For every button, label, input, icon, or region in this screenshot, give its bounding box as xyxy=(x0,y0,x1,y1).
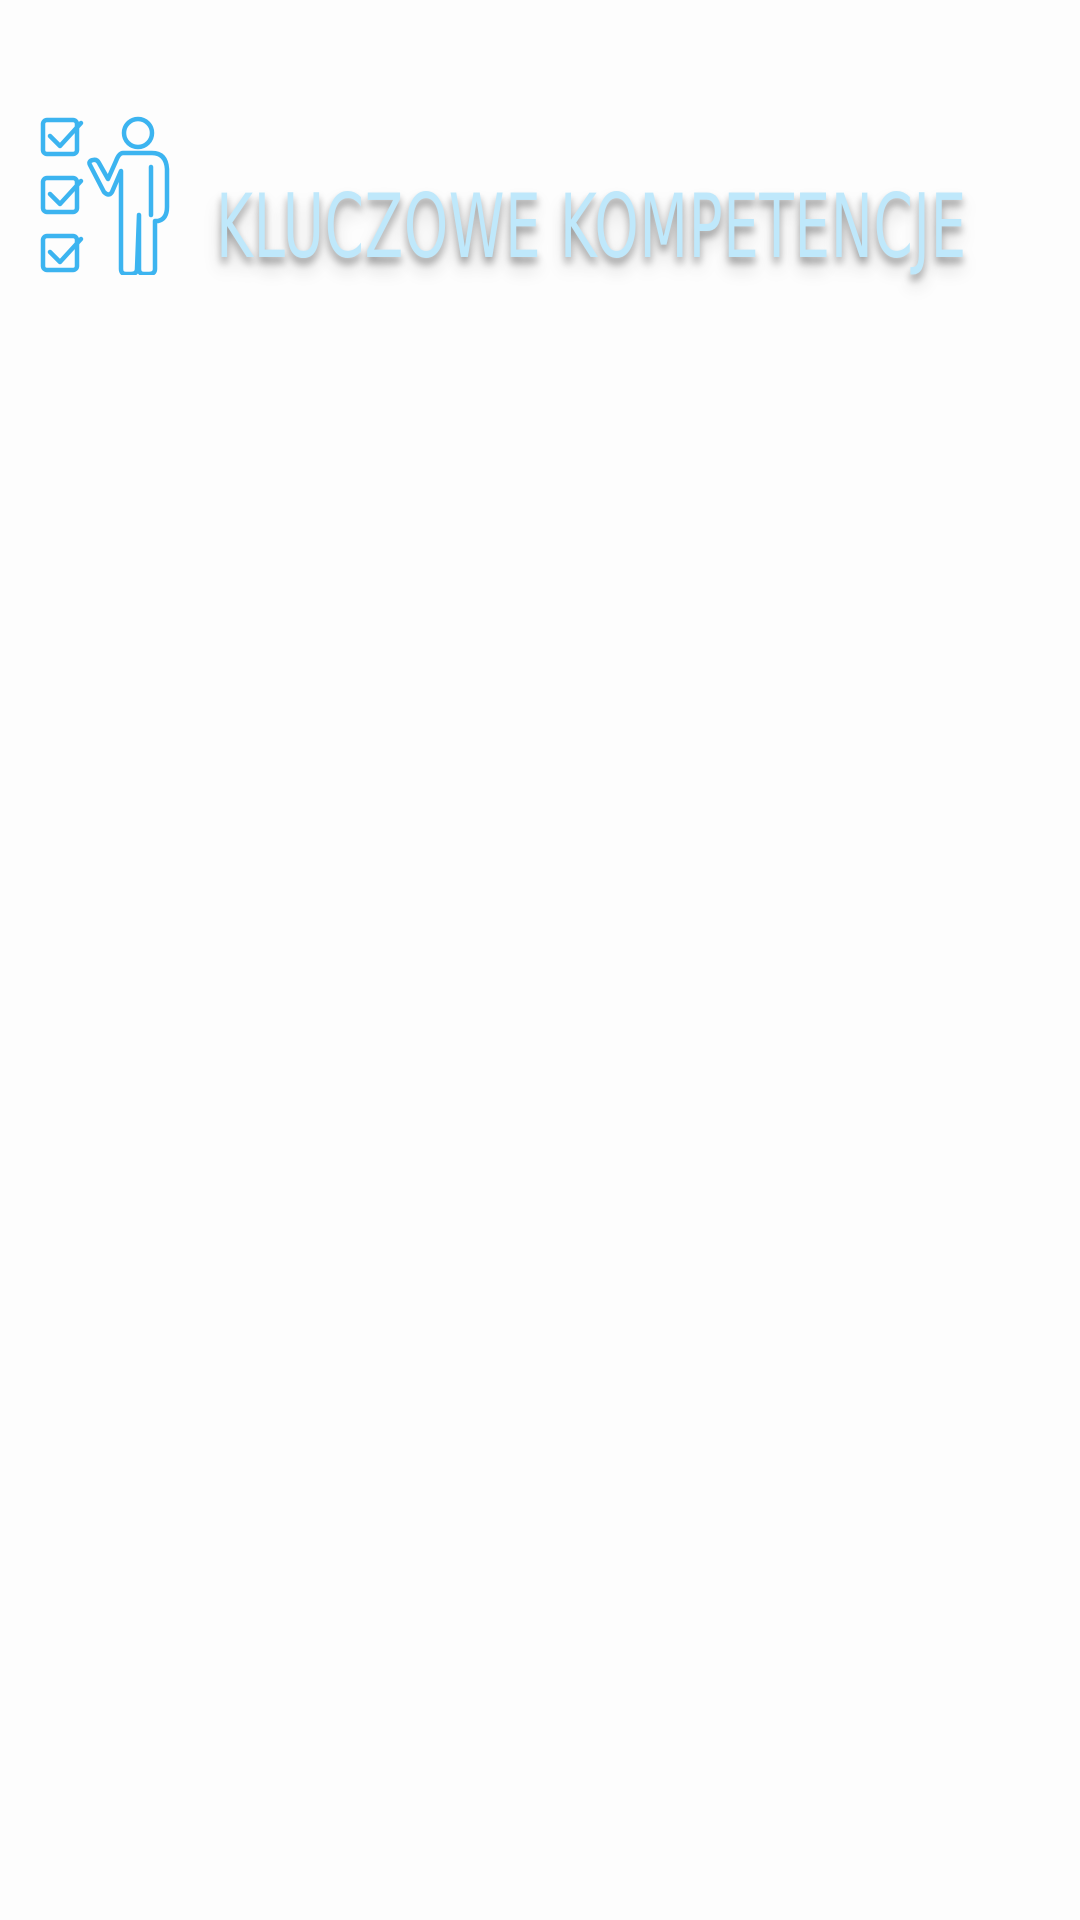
section-title: KLUCZOWE KOMPETENCJE xyxy=(216,175,967,278)
section-header xyxy=(40,115,1040,285)
checklist-presenter-icon xyxy=(40,115,175,275)
